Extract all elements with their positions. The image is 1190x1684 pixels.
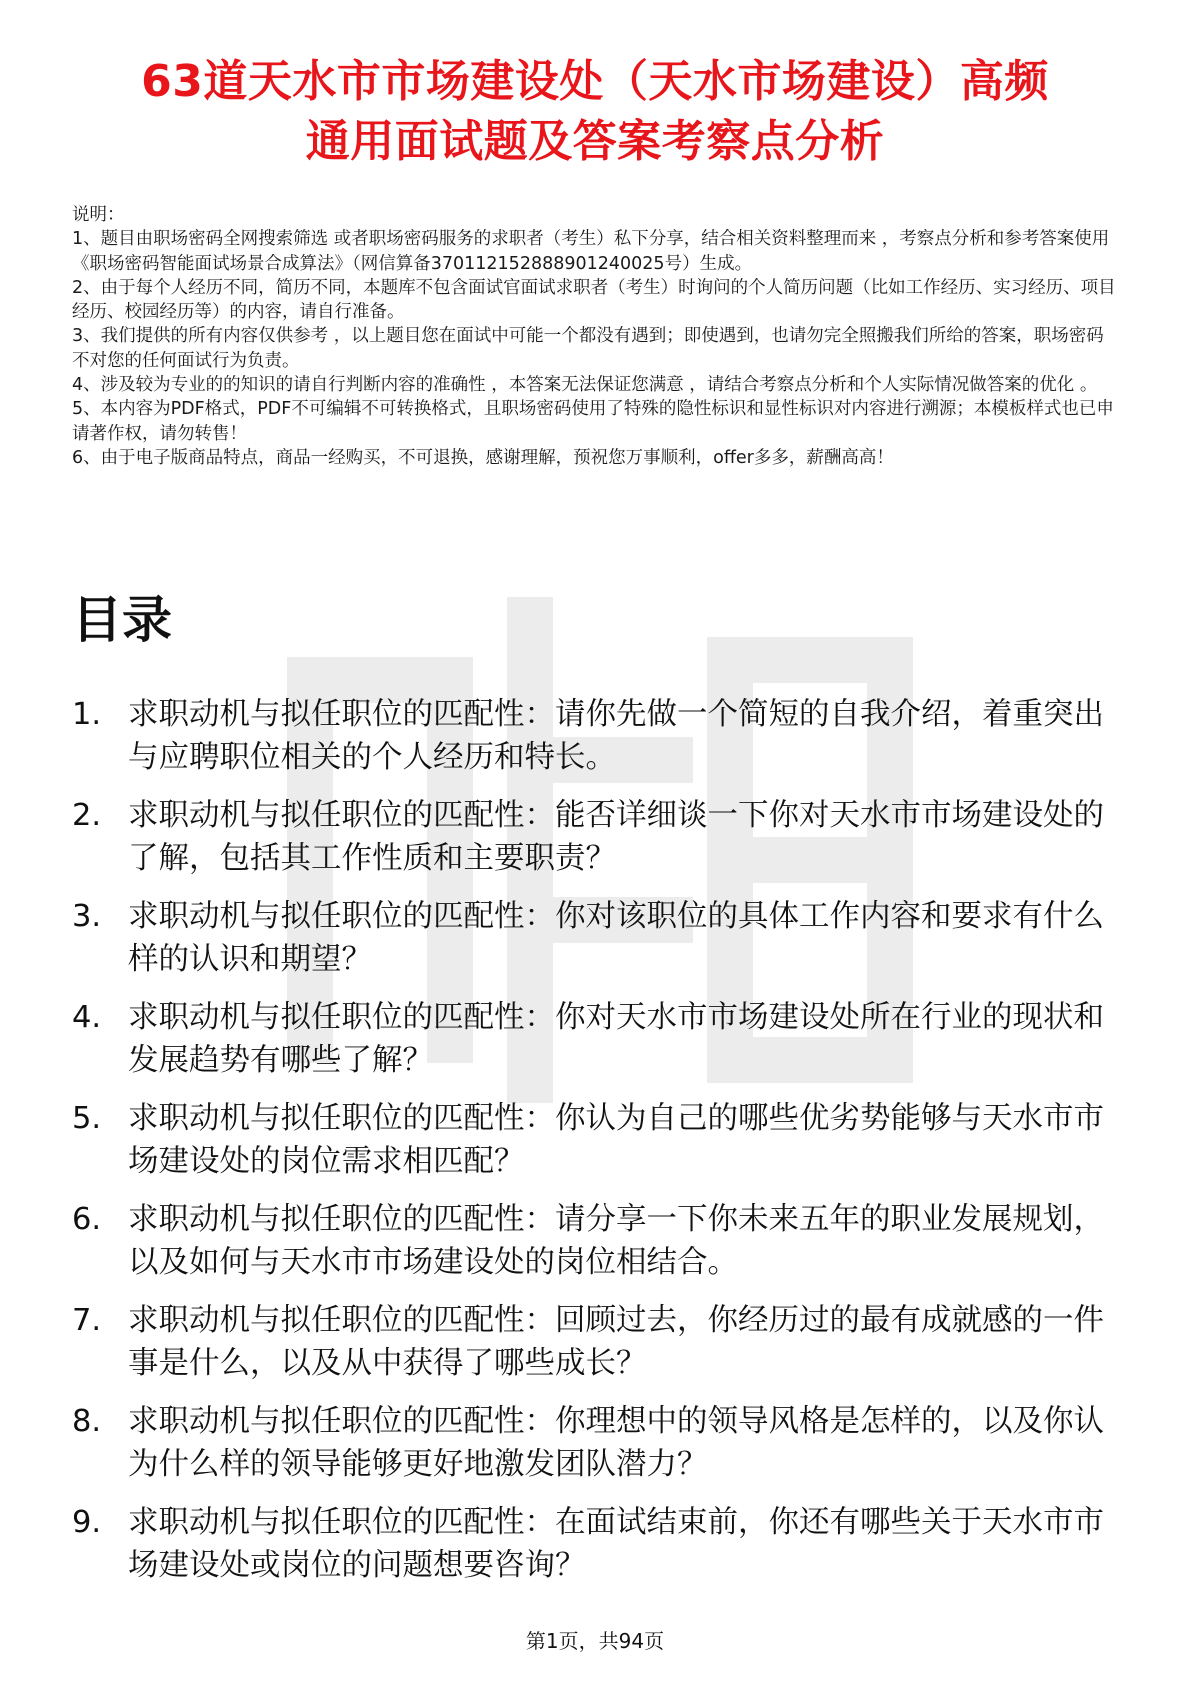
toc-item[interactable]	[72, 996, 1132, 1082]
toc-item-number: 7.	[72, 1303, 102, 1338]
toc-heading: 目录	[72, 591, 172, 649]
toc-item-text: 求职动机与拟任职位的匹配性：你对天水市市场建设处所在行业的现状和发展趋势有哪些了解？	[128, 1000, 1104, 1078]
toc-item-text: 求职动机与拟任职位的匹配性：能否详细谈一下你对天水市市场建设处的了解，包括其工作性质和主要职责？	[128, 798, 1104, 876]
toc-item-number: 5.	[72, 1101, 102, 1136]
toc-item-number: 3.	[72, 899, 102, 934]
toc-item-number: 9.	[72, 1505, 102, 1540]
toc-item-text: 求职动机与拟任职位的匹配性：你理想中的领导风格是怎样的，以及你认为什么样的领导能够更好地激发团队潜力？	[128, 1404, 1104, 1482]
toc-item-number: 6.	[72, 1202, 102, 1237]
toc-item[interactable]	[72, 693, 1132, 779]
toc-item[interactable]	[72, 1198, 1132, 1284]
note-item: 3、我们提供的所有内容仅供参考 ，以上题目您在面试中可能一个都没有遇到；即使遇到，也请勿完全照搬我们所给的答案，职场密码不对您的任何面试行为负责。	[72, 326, 1104, 371]
toc-item[interactable]	[72, 1501, 1132, 1587]
toc-item-text: 求职动机与拟任职位的匹配性：在面试结束前，你还有哪些关于天水市市场建设处或岗位的问题想要咨询？	[128, 1505, 1104, 1583]
note-item: 2、由于每个人经历不同，简历不同，本题库不包含面试官面试求职者（考生）时询问的个人简历问题（比如工作经历、实习经历、项目经历、校园经历等）的内容，请自行准备。	[72, 277, 1116, 323]
notes-heading: 说明：	[72, 205, 125, 225]
note-item: 1、题目由职场密码全网搜索筛选 或者职场密码服务的求职者（考生）私下分享，结合相关资料整理而来 ，考察点分析和参考答案使用《职场密码智能面试场景合成算法》（网信算备370112152888901240025号）生成。	[72, 229, 1110, 274]
toc-item[interactable]	[72, 1299, 1132, 1385]
toc-item[interactable]	[72, 1400, 1132, 1486]
toc-item-number: 4.	[72, 1000, 102, 1035]
toc-item[interactable]	[72, 1097, 1132, 1183]
document-title	[60, 52, 1130, 172]
toc-item[interactable]	[72, 895, 1132, 981]
toc-item-number: 2.	[72, 798, 102, 833]
toc-item[interactable]	[72, 794, 1132, 880]
disclaimer-notes	[72, 203, 1118, 470]
note-item: 5、本内容为PDF格式，PDF不可编辑不可转换格式，且职场密码使用了特殊的隐性标识和显性标识对内容进行溯源；本模板样式也已申请著作权，请勿转售！	[72, 399, 1114, 444]
note-item: 4、涉及较为专业的的知识的请自行判断内容的准确性 ，本答案无法保证您满意 ，请结合考察点分析和个人实际情况做答案的优化 。	[72, 375, 1098, 396]
toc-item-text: 求职动机与拟任职位的匹配性：你对该职位的具体工作内容和要求有什么样的认识和期望？	[128, 899, 1104, 977]
toc-item-text: 求职动机与拟任职位的匹配性：回顾过去，你经历过的最有成就感的一件事是什么，以及从中获得了哪些成长？	[128, 1303, 1104, 1381]
title-line-1: 63道天水市市场建设处（天水市场建设）高频	[141, 56, 1049, 107]
page-footer: 第1页，共94页	[525, 1629, 665, 1653]
toc-item-text: 求职动机与拟任职位的匹配性：你认为自己的哪些优劣势能够与天水市市场建设处的岗位需求相匹配？	[128, 1101, 1104, 1179]
toc-item-number: 8.	[72, 1404, 102, 1439]
toc-item-text: 求职动机与拟任职位的匹配性：请分享一下你未来五年的职业发展规划，以及如何与天水市市场建设处的岗位相结合。	[128, 1202, 1104, 1280]
note-item: 6、由于电子版商品特点，商品一经购买，不可退换，感谢理解，预祝您万事顺利，offer多多，薪酬高高！	[72, 447, 894, 468]
title-line-2: 通用面试题及答案考察点分析	[305, 116, 885, 167]
toc-list	[72, 693, 1132, 1602]
toc-item-text: 求职动机与拟任职位的匹配性：请你先做一个简短的自我介绍，着重突出与应聘职位相关的个人经历和特长。	[128, 697, 1104, 775]
toc-item-number: 1.	[72, 697, 102, 732]
